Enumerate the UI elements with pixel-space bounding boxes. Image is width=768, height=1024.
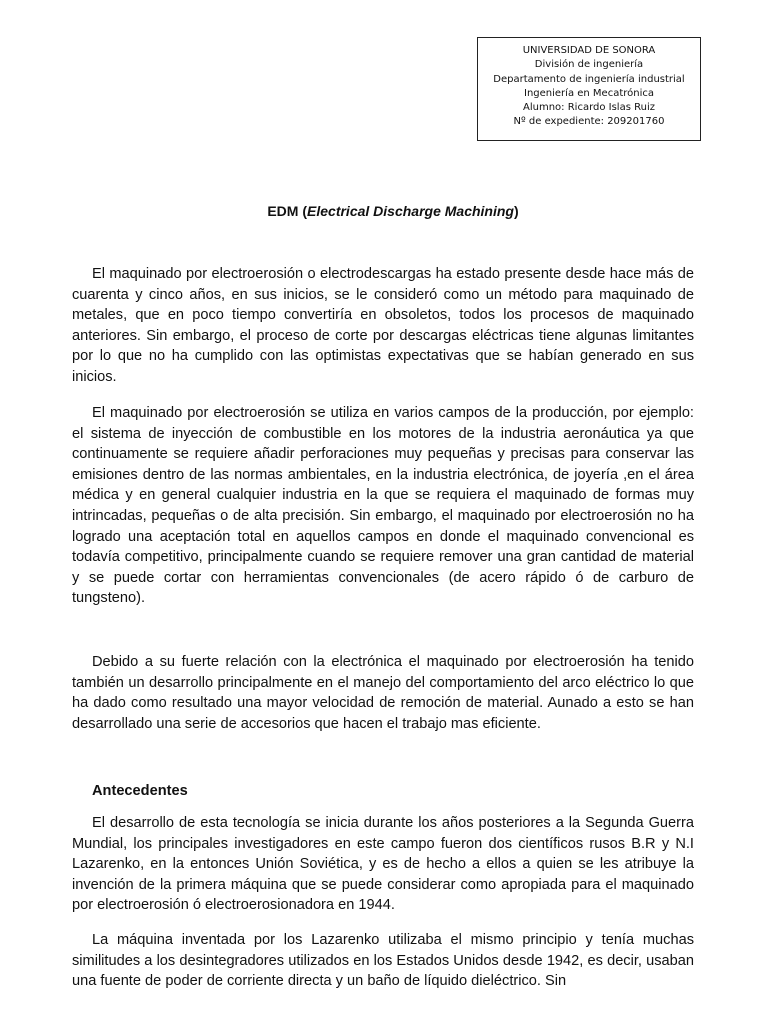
student-id: Nº de expediente: 209201760 [513, 116, 665, 128]
institution-header-box [477, 37, 701, 141]
program-name: Ingeniería en Mecatrónica [524, 87, 654, 99]
document-title [0, 202, 768, 220]
department-name: Departamento de ingeniería industrial [493, 73, 685, 85]
applications-paragraph: El maquinado por electroerosión se utiliza en varios campos de la producción, por ejemplo: el sistema de inyección de combustible en los motores de la industria aeronáutica ya que continuamente se requiere añadir perforaciones muy pequeñas y precisas para conservar las emisiones dentro de las normas ambientales, en la industria electrónica, de joyería ,en el área médica y en general cualquier industria en la que se requiera el maquinado de formas muy intrincadas, pequeñas o de alta precisión. Sin embargo, el maquinado por electroerosión no ha logrado una aceptación total en aquellos campos en donde el maquinado convencional es todavía competitivo, principalmente cuando se requiere remover una gran cantidad de material y se puede cortar con herramientas convencionales (de acero rápido ó de carburo de tungsteno). [72, 405, 694, 607]
lazarenko-paragraph: La máquina inventada por los Lazarenko utilizaba el mismo principio y tenía muchas similitudes a los desintegradores utilizados en los Estados Unidos desde 1942, es decir, usaban una fuente de poder de corriente directa y un baño de líquido dieléctrico. Sin [72, 932, 694, 990]
section-heading-antecedentes: Antecedentes [92, 783, 188, 799]
title-italic: Electrical Discharge Machining [307, 203, 514, 219]
title-suffix: ) [513, 203, 519, 219]
title-prefix: EDM ( [267, 203, 308, 219]
university-name: UNIVERSIDAD DE SONORA [522, 45, 656, 56]
history-paragraph: El desarrollo de esta tecnología se inicia durante los años posteriores a la Segunda Guerra Mundial, los principales investigadores en este campo fueron dos científicos rusos B.R y N.I Lazarenko, en la entonces Unión Soviética, y es de hecho a ellos a quien se les atribuye la invención de la primera máquina que se puede considerar como apropiada para el maquinado por electroerosión ó electroerosionadora en 1944. [72, 815, 694, 914]
division-name: División de ingeniería [534, 59, 644, 71]
intro-paragraph: El maquinado por electroerosión o electrodescargas ha estado presente desde hace más de cuarenta y cinco años, en sus inicios, se le consideró como un método para maquinado de metales, que en poco tiempo convertiría en obsoletos, todos los procesos de maquinado anteriores. Sin embargo, el proceso de corte por descargas eléctricas tiene algunas limitantes por lo que no ha cumplido con las optimistas expectativas que se habían generado en sus inicios. [72, 266, 694, 385]
electronics-paragraph: Debido a su fuerte relación con la electrónica el maquinado por electroerosión ha tenido también un desarrollo principalmente en el manejo del comportamiento del arco eléctrico lo que ha dado como resultado una mayor velocidad de remoción de material. Aunado a esto se han desarrollado una serie de accesorios que hacen el trabajo mas eficiente. [72, 654, 694, 732]
student-name: Alumno: Ricardo Islas Ruiz [523, 102, 655, 114]
